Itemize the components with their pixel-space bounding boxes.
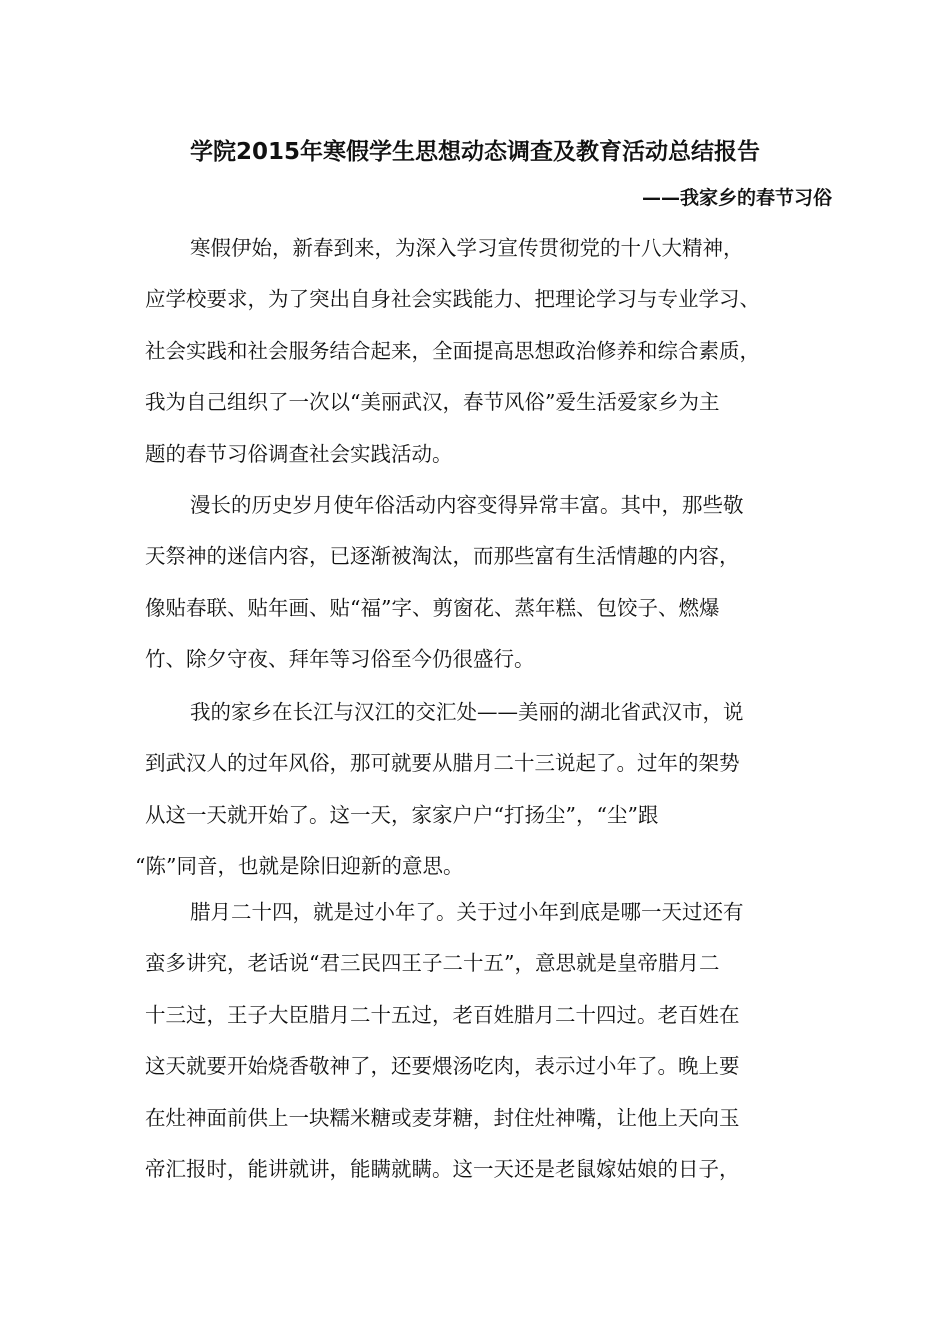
paragraph-line: 帝汇报时，能讲就讲，能瞒就瞒。这一天还是老鼠嫁姑娘的日子， (145, 1156, 740, 1181)
paragraph-4 (145, 887, 810, 1195)
paragraph-line: 像贴春联、贴年画、贴“福”字、剪窗花、蒸年糕、包饺子、燃爆 (145, 595, 720, 620)
paragraph-line: 我的家乡在长江与汉江的交汇处——美丽的湖北省武汉市，说 (190, 700, 744, 724)
paragraph-line: “陈”同音，也就是除旧迎新的意思。 (135, 854, 464, 879)
paragraph-line: 蛮多讲究，老话说“君三民四王子二十五”，意思就是皇帝腊月二 (145, 951, 720, 976)
paragraph-line: 应学校要求，为了突出自身社会实践能力、把理论学习与专业学习、 (145, 287, 760, 312)
report-title: 学院2015年寒假学生思想动态调查及教育活动总结报告 (189, 139, 760, 165)
paragraph-line: 天祭神的迷信内容，已逐渐被淘汰，而那些富有生活情趣的内容， (145, 544, 740, 569)
report-subtitle: ——我家乡的春节习俗 (641, 187, 832, 209)
paragraph-line: 漫长的历史岁月使年俗活动内容变得异常丰富。其中，那些敬 (190, 493, 744, 517)
paragraph-line: 腊月二十四，就是过小年了。关于过小年到底是哪一天过还有 (190, 900, 744, 924)
paragraph-line: 十三过，王子大臣腊月二十五过，老百姓腊月二十四过。老百姓在 (145, 1002, 740, 1027)
paragraph-3 (135, 687, 810, 893)
paragraph-line: 竹、除夕守夜、拜年等习俗至今仍很盛行。 (145, 647, 535, 672)
paragraph-line: 在灶神面前供上一块糯米糖或麦芽糖，封住灶神嘴，让他上天向玉 (145, 1105, 740, 1130)
paragraph-2 (145, 480, 810, 686)
paragraph-line: 这天就要开始烧香敬神了，还要煨汤吃肉，表示过小年了。晚上要 (145, 1054, 740, 1079)
paragraph-1 (145, 223, 810, 480)
paragraph-line: 到武汉人的过年风俗，那可就要从腊月二十三说起了。过年的架势 (145, 751, 740, 776)
paragraph-line: 题的春节习俗调查社会实践活动。 (145, 441, 453, 466)
paragraph-line: 从这一天就开始了。这一天，家家户户“打扬尘”，“尘”跟 (145, 802, 659, 827)
paragraph-line: 社会实践和社会服务结合起来，全面提高思想政治修养和综合素质， (145, 338, 760, 363)
paragraph-line: 寒假伊始，新春到来，为深入学习宣传贯彻党的十八大精神， (190, 236, 744, 260)
paragraph-line: 我为自己组织了一次以“美丽武汉，春节风俗”爱生活爱家乡为主 (145, 390, 720, 415)
